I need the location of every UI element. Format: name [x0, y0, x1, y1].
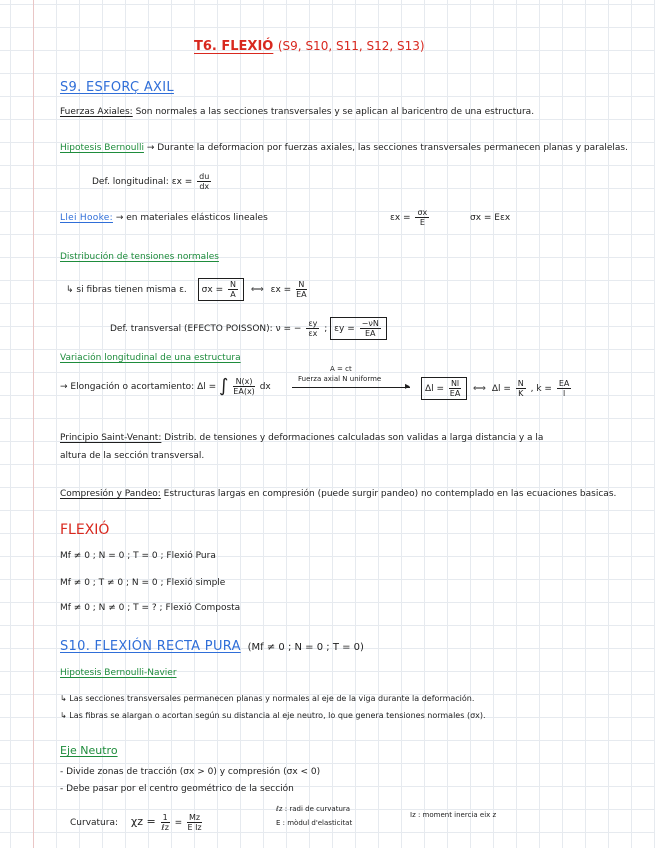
eje-neutro-1: - Divide zonas de tracción (σx > 0) y compresión (σx < 0): [60, 767, 321, 777]
hooke-line: [60, 212, 268, 224]
pandeo-label: Compresión y Pandeo:: [60, 489, 161, 499]
saint-text1: Distrib. de tensiones y deformaciones calculadas son validas a larga distancia y a la: [164, 433, 544, 443]
pandeo-line: [60, 488, 616, 500]
s10-heading-line: [60, 641, 364, 654]
hooke-eq1: εx = $\frac{\sigma x}{E}$: [390, 208, 428, 227]
eje-neutro-label: Eje Neutro: [60, 744, 118, 757]
flexio-line-2: Mf ≠ 0 ; T ≠ 0 ; N = 0 ; Flexió simple: [60, 578, 226, 588]
def-long-fraction: $\frac{du}{dx}$: [199, 172, 210, 191]
def-trans-box: εy = $\frac{-\nu N}{EA}$: [330, 317, 387, 340]
integral-symbol: ∫: [219, 375, 229, 397]
curv-fraction-2: $\frac{Mz}{\text{E Iz}}$: [187, 813, 202, 832]
def-long-label: Def. longitudinal:: [92, 177, 169, 187]
def-longitudinal: [92, 172, 213, 191]
hipotesis-text: → Durante la deformacion por fuerzas axiales, las secciones transversales permanecen planas y paralelas.: [146, 143, 628, 153]
s10-hipotesis-2: ↳ Las fibras se alargan o acortan según su distancia al eje neutro, lo que genera tensiones normales (σx).: [60, 711, 486, 720]
hooke-eq1-fraction: $\frac{\sigma x}{E}$: [417, 208, 428, 227]
dist-box: σx = $\frac{N}{A}$: [198, 278, 244, 301]
flexio-line-1: Mf ≠ 0 ; N = 0 ; T = 0 ; Flexió Pura: [60, 551, 216, 561]
hooke-label: Llei Hooke:: [60, 213, 113, 223]
flexio-heading: FLEXIÓ: [60, 522, 110, 538]
dist-text: ↳ si fibras tienen misma ε.: [66, 285, 187, 295]
def-trans-label: Def. transversal (EFECTO POISSON):: [110, 324, 273, 334]
saint-text2: altura de la sección transversal.: [60, 451, 205, 461]
dist-label: Distribución de tensiones normales: [60, 252, 219, 262]
elongacion-left: → Elongación o acortamiento: Δl = ∫ $\frac{N(x)}{EA(x)}$ dx: [60, 375, 271, 397]
title-sessions: (S9, S10, S11, S12, S13): [277, 39, 425, 53]
title-main: T6. FLEXIÓ: [194, 39, 274, 54]
pandeo-text: Estructuras largas en compresión (puede surgir pandeo) no contemplado en las ecuaciones basicas.: [163, 489, 617, 499]
s10-heading: S10. FLEXIÓN RECTA PURA: [60, 639, 241, 654]
arrow-head: ▸: [405, 381, 411, 392]
hooke-eq2: σx = Eεx: [470, 213, 511, 223]
page-title: [194, 40, 425, 53]
elong-fraction: $\frac{N(x)}{EA(x)}$: [233, 377, 255, 396]
elong-arrow: ⟺: [473, 384, 486, 394]
dist-arrow: ⟺: [250, 285, 264, 295]
arrow-shaft: [292, 387, 410, 388]
fuerzas-text: Son normales a las secciones transversales y se aplican al baricentro de una estructura.: [135, 107, 535, 117]
def-long-lhs: εx =: [171, 177, 193, 187]
def-trans-fraction: $\frac{\varepsilon y}{\varepsilon x}$: [308, 319, 318, 338]
margin-line: [33, 0, 34, 848]
hipotesis-line: [60, 142, 628, 154]
saint-label: Principio Saint-Venant:: [60, 433, 162, 443]
variacion-label: Variación longitudinal de una estructura: [60, 353, 241, 363]
hipotesis-label: Hipotesis Bernoulli: [60, 143, 144, 153]
def-transversal-line: Def. transversal (EFECTO POISSON): ν = − $\frac{\varepsilon y}{\varepsilon x}$ ; εy = $\frac{-\nu N}{EA}$: [110, 317, 387, 340]
arrow-bottom-label: Fuerza axial N uniforme: [298, 375, 382, 383]
elong-box: Δl = $\frac{Nl}{EA}$: [421, 377, 467, 400]
s9-heading: S9. ESFORÇ AXIL: [60, 80, 174, 95]
s10-hipotesis-1: ↳ Las secciones transversales permanecen planas y normales al eje de la viga durante la deformación.: [60, 694, 475, 703]
curv-note-3: Iz : moment inercia eix z: [410, 811, 497, 819]
elong-label: → Elongación o acortamiento:: [60, 382, 195, 392]
curvatura-line: Curvatura: χz = $\frac{1}{\text{ℓz}}$ = $\frac{Mz}{\text{E Iz}}$: [70, 813, 202, 832]
fuerzas-label: Fuerzas Axiales:: [60, 107, 133, 117]
curv-note-1: ℓz : radi de curvatura: [276, 805, 351, 813]
saint-venant-line: [60, 432, 543, 444]
curv-label: Curvatura:: [70, 818, 119, 828]
dist-line: ↳ si fibras tienen misma ε. σx = $\frac{N}{A}$ ⟺ εx = $\frac{N}{EA}$: [66, 280, 307, 299]
hooke-text: → en materiales elásticos lineales: [115, 213, 268, 223]
flexio-line-3: Mf ≠ 0 ; N ≠ 0 ; T = ? ; Flexió Composta: [60, 603, 241, 613]
fuerzas-axiales-line: [60, 106, 534, 118]
s10-conditions: (Mf ≠ 0 ; N = 0 ; T = 0): [247, 642, 364, 653]
eje-neutro-2: - Debe pasar por el centro geométrico de la sección: [60, 784, 294, 794]
curv-fraction-1: $\frac{1}{\text{ℓz}}$: [161, 813, 169, 832]
curv-note-2: E : mòdul d'elasticitat: [276, 819, 353, 827]
s10-hipotesis-label: Hipotesis Bernoulli-Navier: [60, 668, 177, 678]
arrow-top-label: A = ct: [330, 365, 352, 373]
elongacion-right: Δl = $\frac{Nl}{EA}$ ⟺ Δl = $\frac{N}{K}$ , k = $\frac{EA}{l}$: [421, 377, 573, 400]
dist-eq-fraction: $\frac{N}{EA}$: [296, 280, 307, 299]
